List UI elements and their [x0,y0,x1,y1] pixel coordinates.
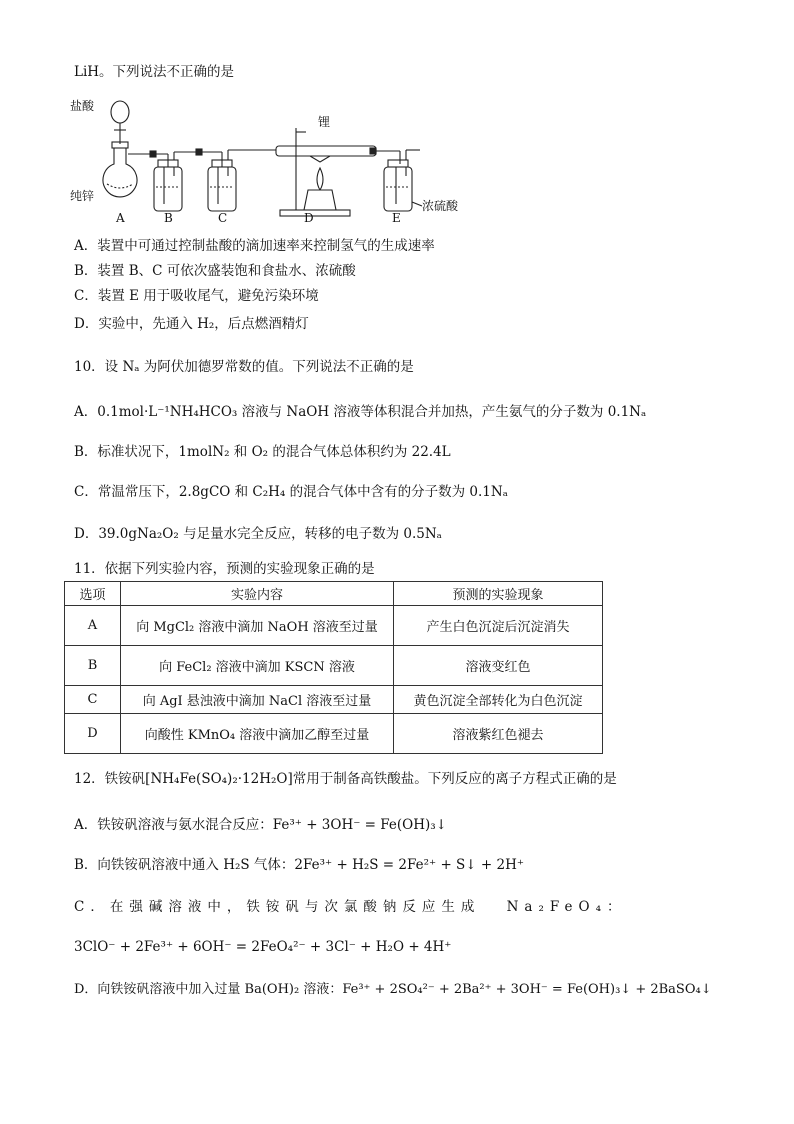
q12-option-d: D．向铁铵矾溶液中加入过量 Ba(OH)₂ 溶液：Fe³⁺ + 2SO₄²⁻ + 2Ba²⁺ + 3OH⁻ = Fe(OH)₃↓ + 2BaSO₄↓ [74,982,712,997]
table-row [65,646,603,686]
label-zinc: 纯锌 [70,189,95,203]
row-a-option: A [65,606,121,646]
label-c: C [218,211,228,225]
row-b-option: B [65,646,121,686]
q10-option-c: C．常温常压下，2.8gCO 和 C₂H₄ 的混合气体中含有的分子数为 0.1Nₐ [74,484,508,500]
q9-option-d: D．实验中，先通入 H₂，后点燃酒精灯 [74,316,309,332]
table-row [65,686,603,714]
apparatus-diagram [70,92,460,227]
row-d-content: 向酸性 KMnO₄ 溶液中滴加乙醇至过量 [121,714,394,754]
row-a-content: 向 MgCl₂ 溶液中滴加 NaOH 溶液至过量 [121,606,394,646]
q10-stem: 10．设 Nₐ 为阿伏加德罗常数的值。下列说法不正确的是 [74,359,414,375]
q11-stem: 11．依据下列实验内容，预测的实验现象正确的是 [74,561,375,577]
row-d-phenomenon: 溶液紫红色褪去 [394,714,603,754]
label-d: D [304,211,314,225]
q9-option-c: C．装置 E 用于吸收尾气，避免污染环境 [74,288,319,304]
row-b-phenomenon: 溶液变红色 [394,646,603,686]
row-d-option: D [65,714,121,754]
wash-bottle-e [384,167,412,211]
table-row [65,606,603,646]
q9-option-b: B．装置 B、C 可依次盛装饱和食盐水、浓硫酸 [74,263,356,279]
q9-intro: LiH。下列说法不正确的是 [74,64,235,80]
alcohol-lamp [304,190,336,210]
table-header-row [65,582,603,606]
label-b: B [164,211,173,225]
q10-option-a: A．0.1mol·L⁻¹NH₄HCO₃ 溶液与 NaOH 溶液等体积混合并加热，产生氨气的分子数为 0.1Nₐ [74,404,647,420]
row-c-content: 向 AgI 悬浊液中滴加 NaCl 溶液至过量 [121,686,394,714]
table-row [65,714,603,754]
label-a: A [116,211,125,225]
q9-option-a: A．装置中可通过控制盐酸的滴加速率来控制氢气的生成速率 [74,238,435,254]
row-b-content: 向 FeCl₂ 溶液中滴加 KSCN 溶液 [121,646,394,686]
header-content: 实验内容 [121,582,394,606]
q12-option-b: B．向铁铵矾溶液中通入 H₂S 气体：2Fe³⁺ + H₂S = 2Fe²⁺ + S↓ + 2H⁺ [74,857,524,873]
q12-option-c: C．在强碱溶液中，铁铵矾与次氯酸钠反应生成 Na₂FeO₄： [74,899,627,915]
q12-option-c-equation: 3ClO⁻ + 2Fe³⁺ + 6OH⁻ = 2FeO₄²⁻ + 3Cl⁻ + H₂O + 4H⁺ [74,939,452,955]
label-conc-acid: 浓硫酸 [422,199,459,213]
q12-option-a: A．铁铵矾溶液与氨水混合反应：Fe³⁺ + 3OH⁻ = Fe(OH)₃↓ [74,817,447,833]
row-c-phenomenon: 黄色沉淀全部转化为白色沉淀 [394,686,603,714]
reaction-tube-d [276,146,376,156]
flask-a [103,148,137,197]
wash-bottle-c [208,167,236,211]
row-c-option: C [65,686,121,714]
q10-option-d: D．39.0gNa₂O₂ 与足量水完全反应，转移的电子数为 0.5Nₐ [74,526,442,542]
wash-bottle-b [154,167,182,211]
separatory-funnel [111,101,129,123]
label-e: E [392,211,401,225]
label-hcl: 盐酸 [70,99,95,113]
q11-table [64,581,603,754]
label-lithium: 锂 [318,115,331,129]
q10-option-b: B．标准状况下，1molN₂ 和 O₂ 的混合气体总体积约为 22.4L [74,444,451,460]
header-option: 选项 [65,582,121,606]
header-phenomenon: 预测的实验现象 [394,582,603,606]
q12-stem: 12．铁铵矾[NH₄Fe(SO₄)₂·12H₂O]常用于制备高铁酸盐。下列反应的离子方程式正确的是 [74,771,617,787]
row-a-phenomenon: 产生白色沉淀后沉淀消失 [394,606,603,646]
